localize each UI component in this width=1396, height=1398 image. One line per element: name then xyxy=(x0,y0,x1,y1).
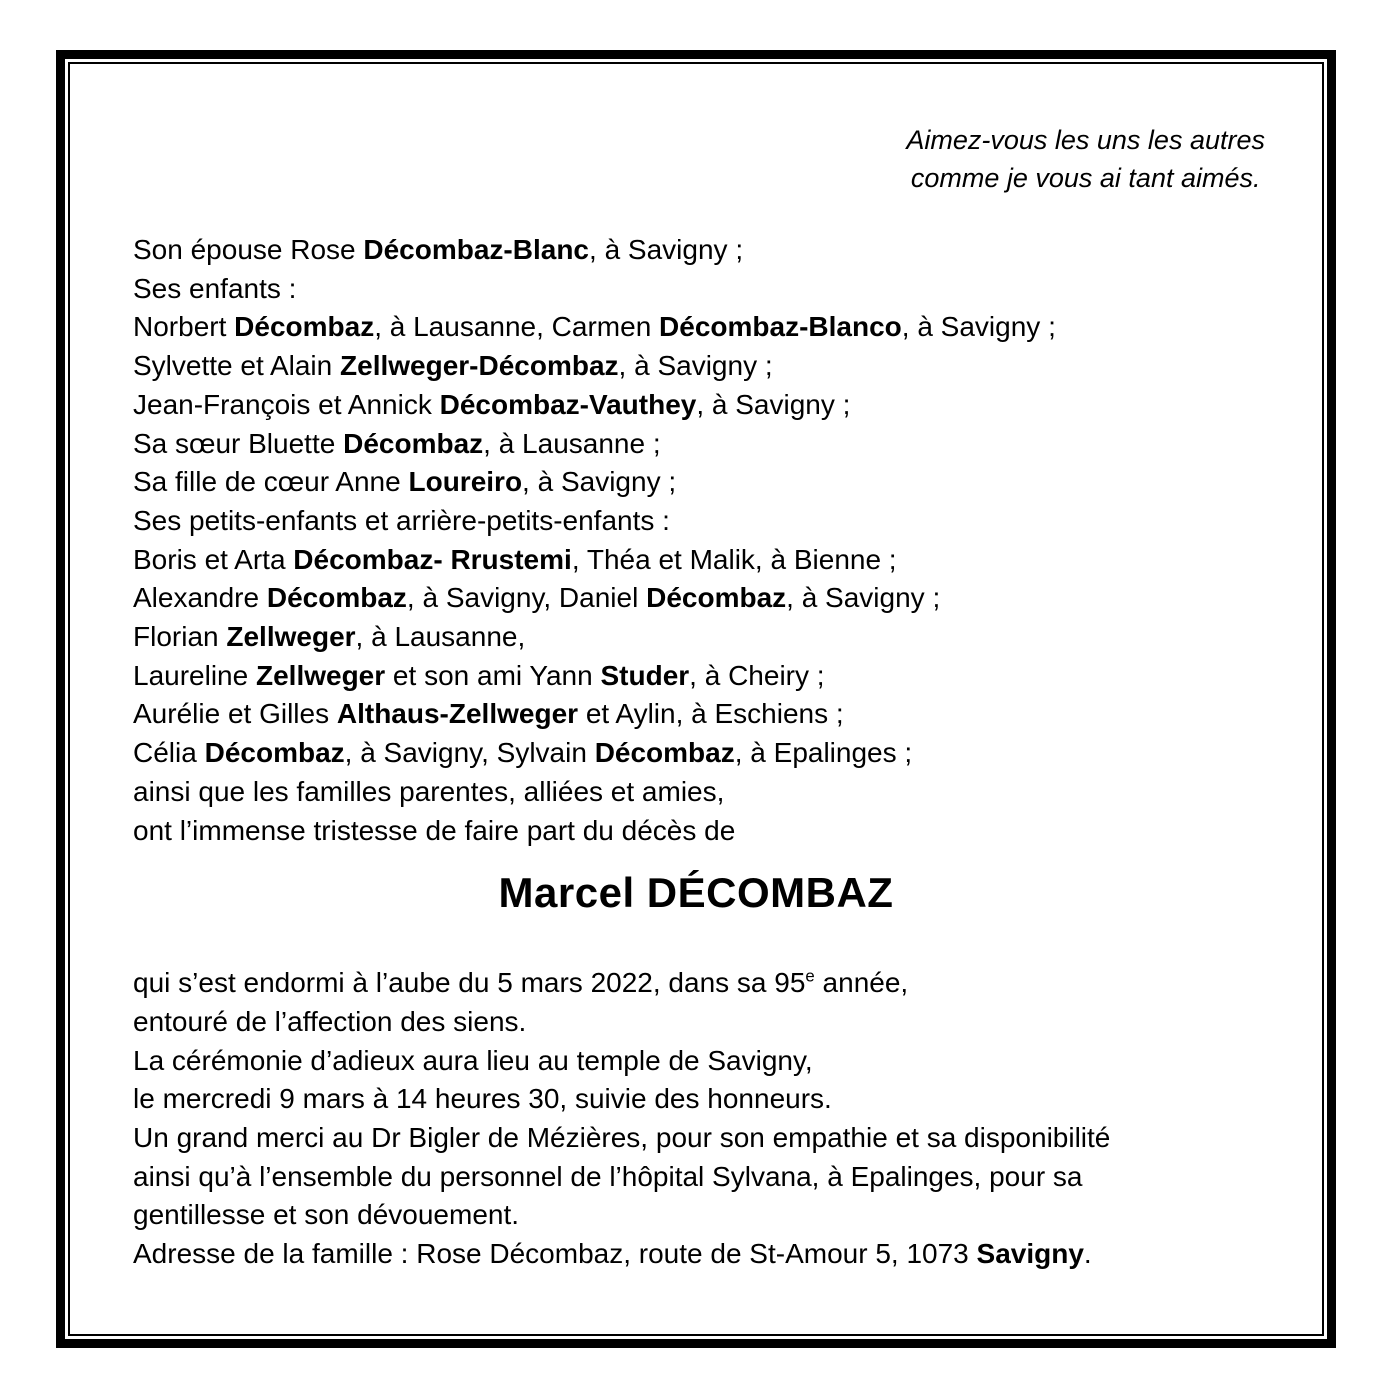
text-line: Un grand merci au Dr Bigler de Mézières, pour son empathie et sa disponibilité xyxy=(133,1122,1111,1154)
epigraph-quote xyxy=(906,121,1265,197)
text-line: Jean-François et Annick Décombaz-Vauthey, à Savigny ; xyxy=(133,388,851,420)
text-line: Adresse de la famille : Rose Décombaz, route de St-Amour 5, 1073 Savigny. xyxy=(133,1238,1092,1270)
text-line: le mercredi 9 mars à 14 heures 30, suivie des honneurs. xyxy=(133,1083,832,1115)
announcement-frame-inner xyxy=(68,62,1324,1336)
text-line: Ses enfants : xyxy=(133,272,297,304)
announcement-details xyxy=(133,964,1302,1274)
text-line: Son épouse Rose Décombaz-Blanc, à Savigny ; xyxy=(133,234,744,265)
family-list xyxy=(133,231,1302,850)
text-line: Alexandre Décombaz, à Savigny, Daniel Décombaz, à Savigny ; xyxy=(133,582,941,614)
text-line: Florian Zellweger, à Lausanne, xyxy=(133,621,526,653)
text-line: gentillesse et son dévouement. xyxy=(133,1199,520,1231)
text-line: qui s’est endormi à l’aube du 5 mars 2022, dans sa 95e année, xyxy=(133,966,909,999)
deceased-name: Marcel DÉCOMBAZ xyxy=(498,869,894,917)
epigraph-line-1: Aimez-vous les uns les autres xyxy=(906,125,1265,155)
epigraph-line-2: comme je vous ai tant aimés. xyxy=(910,163,1261,193)
text-line: Ses petits-enfants et arrière-petits-enfants : xyxy=(133,504,670,536)
text-line: Norbert Décombaz, à Lausanne, Carmen Décombaz-Blanco, à Savigny ; xyxy=(133,311,1056,343)
text-line: Sylvette et Alain Zellweger-Décombaz, à Savigny ; xyxy=(133,350,773,382)
text-line: Aurélie et Gilles Althaus-Zellweger et Aylin, à Eschiens ; xyxy=(133,698,844,730)
announcement-frame-outer xyxy=(56,50,1336,1348)
text-line: ainsi que les familles parentes, alliées et amies, xyxy=(133,775,725,807)
text-line: ainsi qu’à l’ensemble du personnel de l’hôpital Sylvana, à Epalinges, pour sa xyxy=(133,1160,1083,1192)
text-line: Boris et Arta Décombaz- Rrustemi, Théa et Malik, à Bienne ; xyxy=(133,543,897,575)
text-line: Sa fille de cœur Anne Loureiro, à Savigny ; xyxy=(133,466,677,498)
text-line: La cérémonie d’adieux aura lieu au temple de Savigny, xyxy=(133,1044,813,1076)
text-line: Sa sœur Bluette Décombaz, à Lausanne ; xyxy=(133,427,661,459)
text-line: Célia Décombaz, à Savigny, Sylvain Décombaz, à Epalinges ; xyxy=(133,737,913,769)
text-line: entouré de l’affection des siens. xyxy=(133,1005,527,1037)
text-line: Laureline Zellweger et son ami Yann Studer, à Cheiry ; xyxy=(133,659,825,691)
text-line: ont l’immense tristesse de faire part du décès de xyxy=(133,814,736,846)
